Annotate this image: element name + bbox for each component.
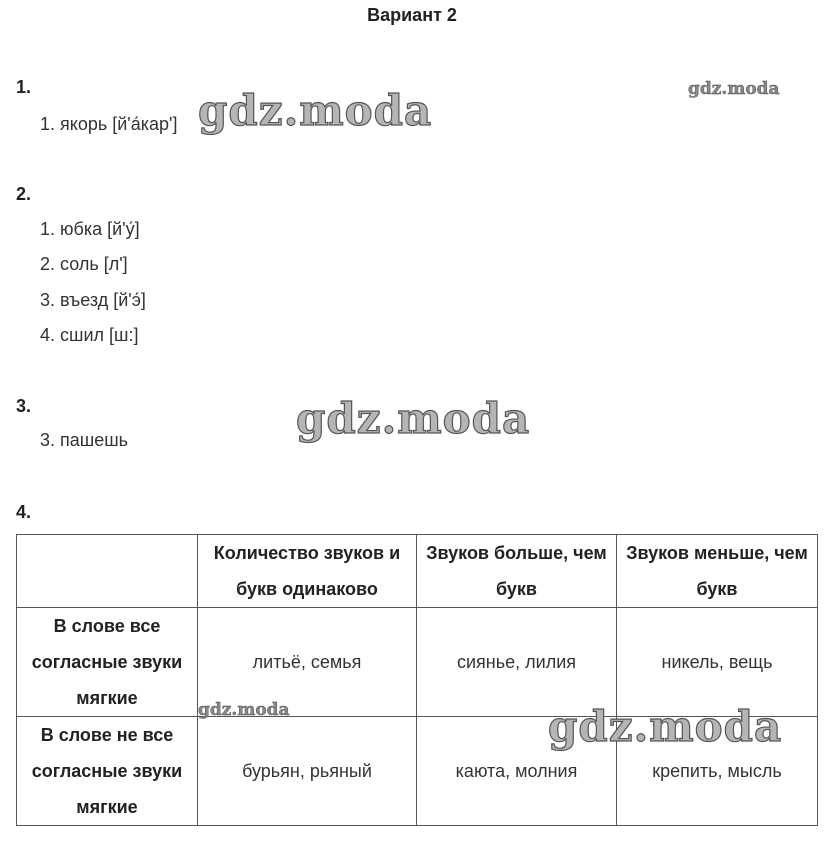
table-cell: бурьян, рьяный	[198, 717, 417, 826]
table-cell: сиянье, лилия	[417, 608, 617, 717]
table-row	[17, 608, 818, 717]
task-2-answer-2: 2. соль [л']	[40, 254, 128, 274]
watermark-logo: gdz.moda	[548, 702, 783, 751]
table-cell: каюта, молния	[417, 717, 617, 826]
answer-table	[16, 534, 818, 826]
task-3-answer-1: 3. пашешь	[40, 430, 129, 450]
table-cell: крепить, мысль	[617, 717, 818, 826]
table-header-more-sounds: Звуков больше, чем букв	[417, 535, 617, 608]
task-2-number: 2.	[16, 184, 32, 204]
row-label-not-all-soft: В слове не все согласные звуки мягкие	[17, 717, 198, 826]
task-2-answer-4: 4. сшил [ш:]	[40, 325, 139, 345]
page-title: Вариант 2	[367, 5, 457, 25]
task-2-answer-1: 1. юбка [й'у́]	[40, 219, 140, 239]
table-header-fewer-sounds: Звуков меньше, чем букв	[617, 535, 818, 608]
task-1-answer-1: 1. якорь [й'а́кар']	[40, 114, 178, 134]
table-header-corner	[17, 535, 198, 608]
watermark-logo: gdz.moda	[198, 86, 433, 135]
table-header-equal: Количество звуков и букв одинаково	[198, 535, 417, 608]
watermark-logo: gdz.moda	[688, 79, 780, 99]
watermark-logo: gdz.moda	[296, 394, 531, 443]
task-4-number: 4.	[16, 502, 32, 522]
task-1-number: 1.	[16, 77, 32, 97]
table-cell: литьё, семья	[198, 608, 417, 717]
watermark-logo: gdz.moda	[198, 700, 290, 720]
row-label-all-soft: В слове все согласные звуки мягкие	[17, 608, 198, 717]
task-2-answer-3: 3. въезд [й'э́]	[40, 290, 146, 310]
table-cell: никель, вещь	[617, 608, 818, 717]
task-3-number: 3.	[16, 396, 32, 416]
table-header-row	[17, 535, 818, 608]
